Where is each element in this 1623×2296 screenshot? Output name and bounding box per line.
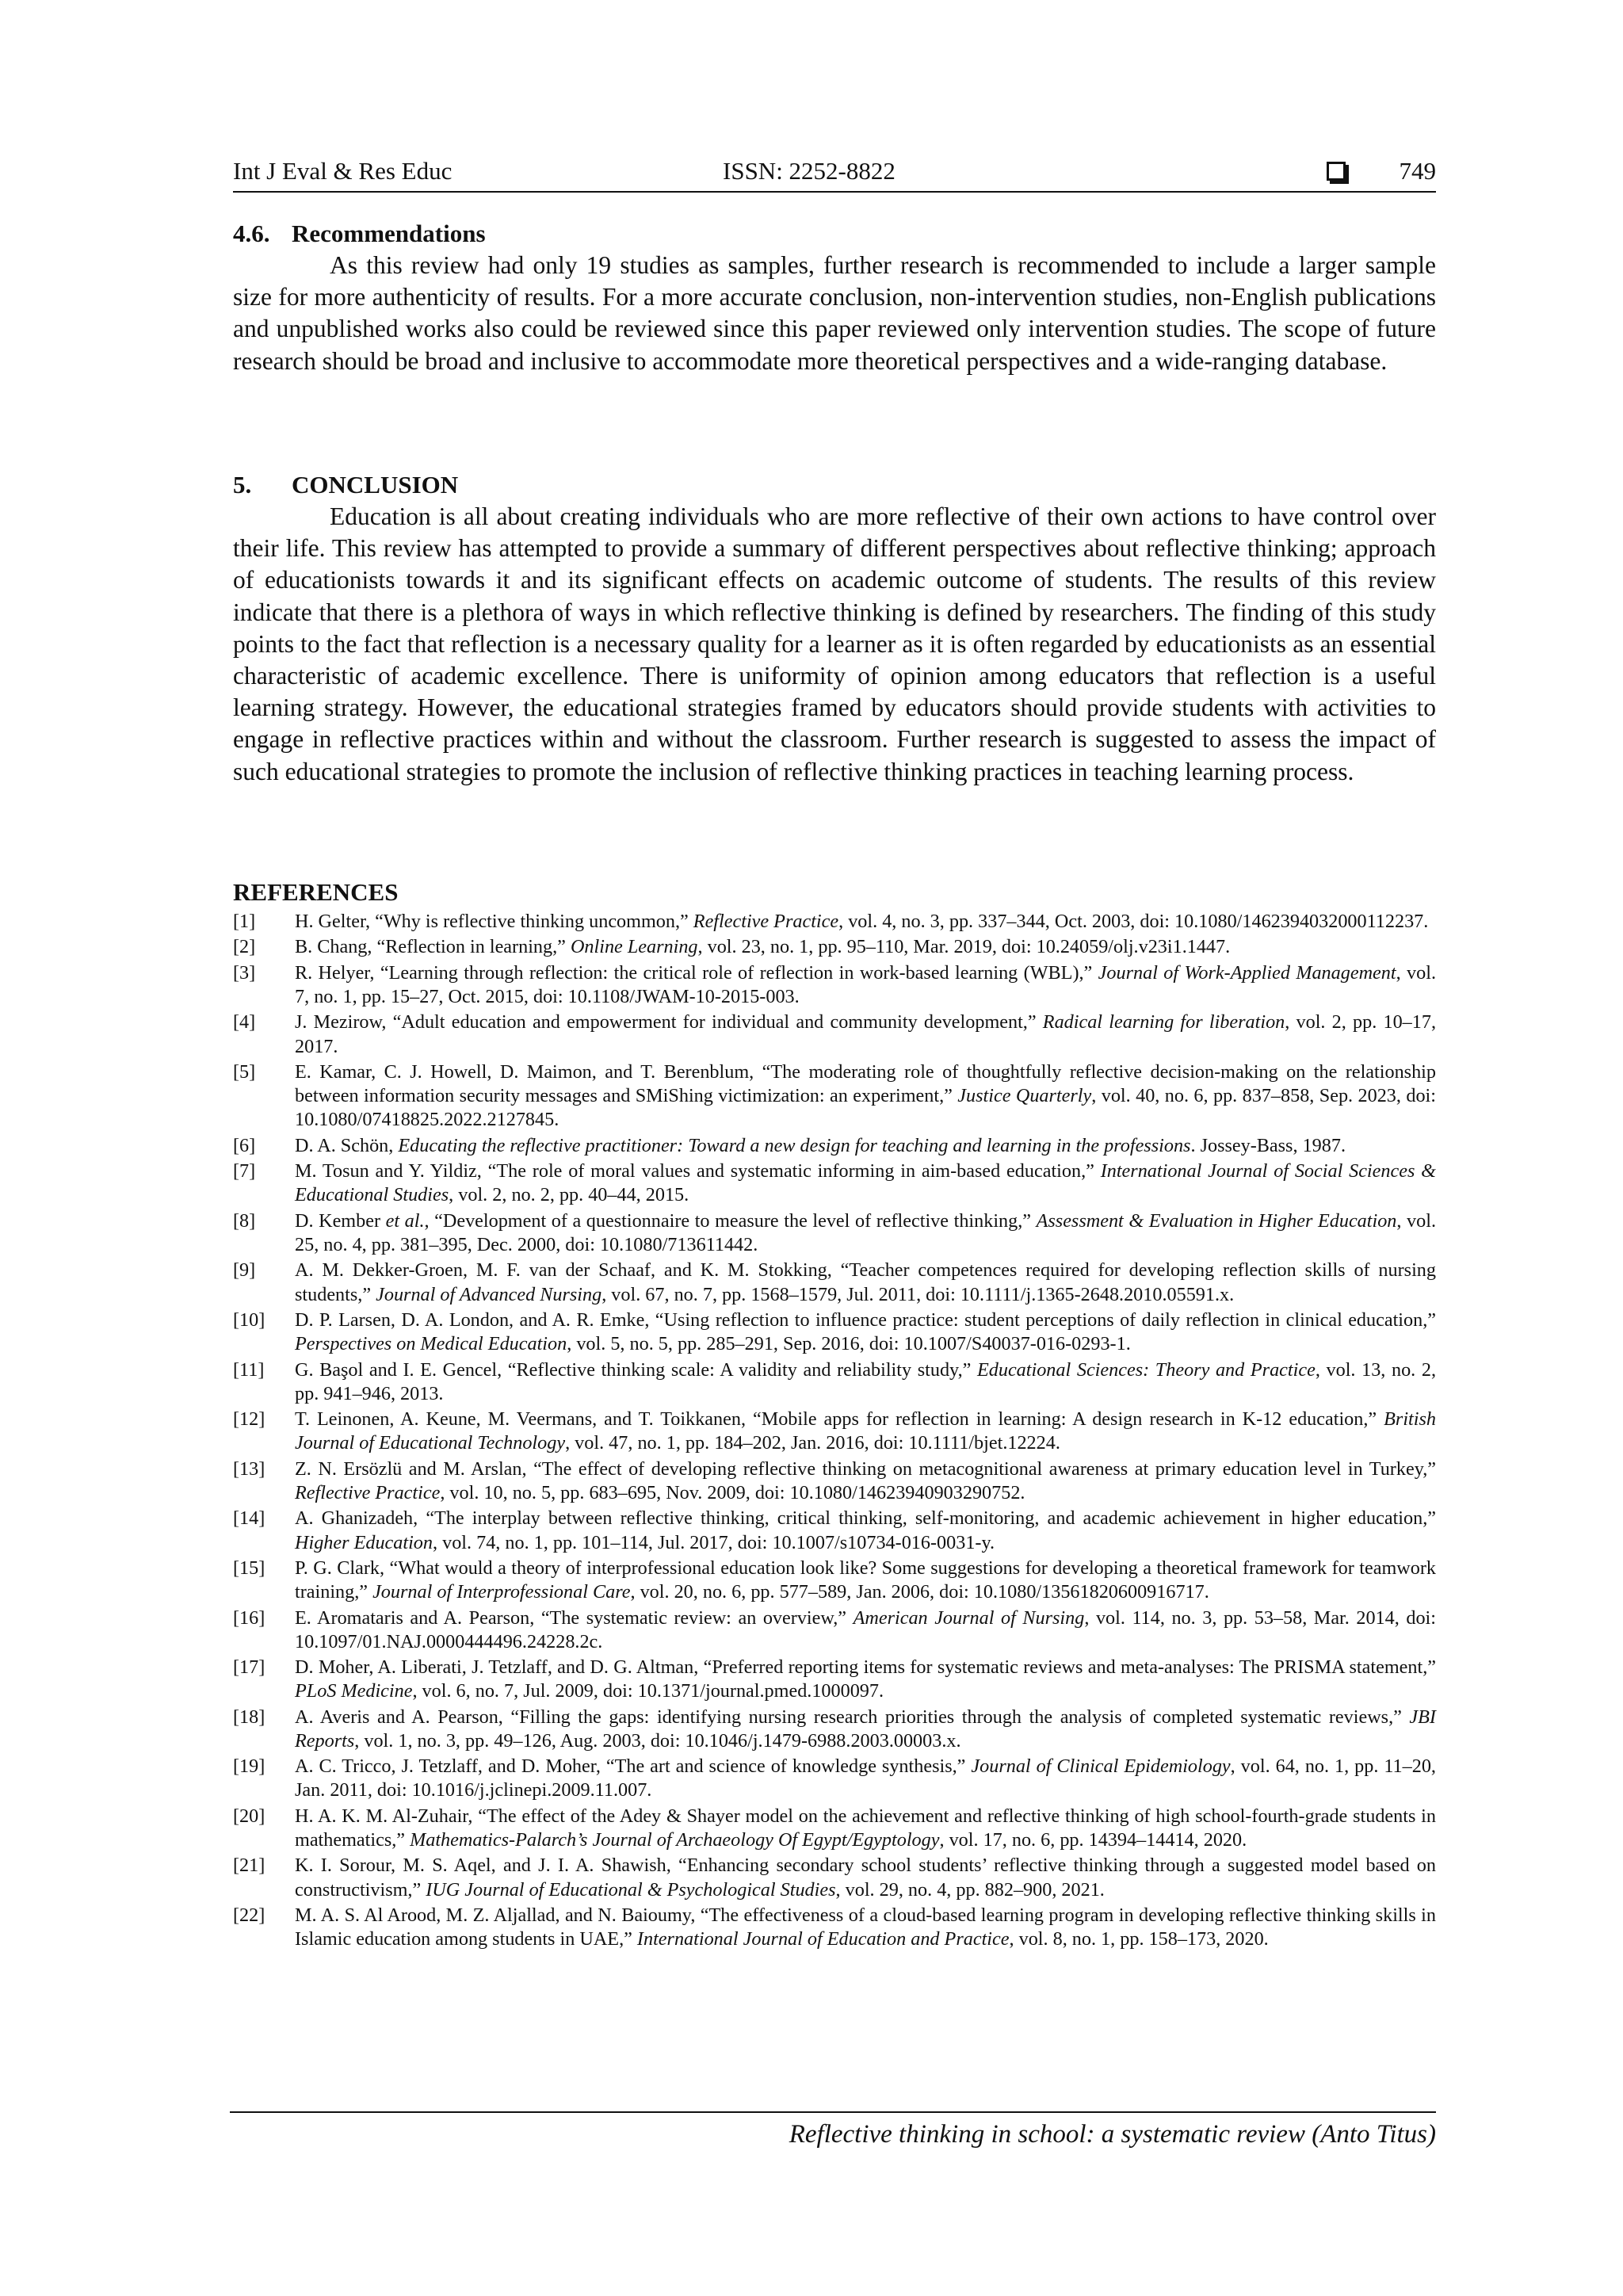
reference-source: Mathematics-Palarch’s Journal of Archaeology Of Egypt/Egyptology — [410, 1829, 940, 1851]
section-title: Recommendations — [292, 220, 486, 247]
reference-source: Higher Education — [295, 1531, 433, 1553]
page-header — [233, 155, 1436, 192]
reference-details: , vol. 25, no. 4, pp. 381–395, Dec. 2000, doi: 10.1080/713611442. — [295, 1209, 1436, 1255]
running-title: Reflective thinking in school: a systematic review (Anto Titus) — [789, 2120, 1436, 2149]
reference-source: Perspectives on Medical Education — [295, 1333, 567, 1355]
reference-number: [14] — [233, 1507, 265, 1530]
reference-details: , vol. 20, no. 6, pp. 577–589, Jan. 2006, doi: 10.1080/13561820600916717. — [630, 1581, 1209, 1603]
reference-item — [233, 1060, 1436, 1133]
reference-item — [233, 1259, 1436, 1306]
reference-details: , vol. 13, no. 2, pp. 941–946, 2013. — [295, 1358, 1436, 1404]
reference-source: Journal of Interprofessional Care — [372, 1581, 631, 1603]
reference-item — [233, 1134, 1436, 1158]
recommendations-section — [233, 218, 1436, 377]
reference-item — [233, 1706, 1436, 1753]
reference-number: [9] — [233, 1259, 256, 1282]
reference-number: [21] — [233, 1855, 265, 1877]
reference-number: [18] — [233, 1706, 265, 1728]
header-rule — [233, 191, 1436, 193]
reference-text: J. Mezirow, “Adult education and empowerment for individual and community development,” — [295, 1011, 1043, 1033]
section-number: 4.6. — [233, 220, 270, 247]
reference-item — [233, 1408, 1436, 1455]
footer-rule — [230, 2111, 1436, 2113]
reference-details: , vol. 47, no. 1, pp. 184–202, Jan. 2016, doi: 10.1111/bjet.12224. — [565, 1432, 1060, 1454]
reference-text: B. Chang, “Reflection in learning,” — [295, 936, 571, 958]
reference-list — [233, 910, 1436, 1954]
reference-number: [6] — [233, 1134, 256, 1156]
conclusion-section — [233, 469, 1436, 788]
reference-number: [22] — [233, 1904, 265, 1927]
reference-item — [233, 1606, 1436, 1654]
reference-number: [13] — [233, 1457, 265, 1480]
reference-text: E. Kamar, C. J. Howell, D. Maimon, and T. Berenblum, “The moderating role of thoughtfully reflective decision-making on the relationship between information security messages and SMiShing victimization: an experiment,” — [295, 1060, 1436, 1107]
reference-details: , vol. 4, no. 3, pp. 337–344, Oct. 2003, doi: 10.1080/1462394032000112237. — [838, 911, 1429, 932]
reference-text: D. A. Schön, — [295, 1134, 399, 1156]
reference-source: British Journal of Educational Technology — [295, 1408, 1436, 1454]
reference-number: [8] — [233, 1209, 256, 1232]
reference-source: Reflective Practice — [693, 911, 839, 932]
reference-item — [233, 1755, 1436, 1802]
reference-source: Online Learning — [570, 936, 698, 958]
reference-item — [233, 1507, 1436, 1554]
reference-text: P. G. Clark, “What would a theory of interprofessional education look like? Some suggestions for developing a theoretical framework for teamwork training,” — [295, 1557, 1436, 1603]
reference-details: , vol. 6, no. 7, Jul. 2009, doi: 10.1371/journal.pmed.1000097. — [412, 1680, 884, 1702]
reference-source: Radical learning for liberation — [1042, 1011, 1285, 1033]
reference-item — [233, 1209, 1436, 1257]
references-heading: REFERENCES — [233, 878, 399, 906]
reference-number: [2] — [233, 936, 256, 958]
reference-item — [233, 1159, 1436, 1207]
reference-source: Reflective Practice — [295, 1481, 441, 1503]
reference-text: G. Başol and I. E. Gencel, “Reflective thinking scale: A validity and reliability study,” — [295, 1358, 977, 1381]
reference-item — [233, 1904, 1436, 1951]
reference-source: Educating the reflective practitioner: Toward a new design for teaching and learning in the professions — [398, 1134, 1191, 1156]
reference-details: , vol. 114, no. 3, pp. 53–58, Mar. 2014, doi: 10.1097/01.NAJ.0000444496.24228.2c. — [295, 1606, 1436, 1652]
reference-number: [3] — [233, 961, 256, 984]
reference-details: , “Development of a questionnaire to measure the level of reflective thinking,” — [424, 1209, 1037, 1232]
reference-details: , vol. 5, no. 5, pp. 285–291, Sep. 2016, doi: 10.1007/S40037-016-0293-1. — [567, 1333, 1131, 1355]
reference-text: R. Helyer, “Learning through reflection: the critical role of reflection in work-based learning (WBL),” — [295, 961, 1098, 984]
reference-details: , vol. 2, pp. 10–17, 2017. — [295, 1011, 1436, 1057]
reference-source: Educational Sciences: Theory and Practice — [976, 1358, 1316, 1381]
conclusion-heading — [233, 469, 1436, 501]
reference-item — [233, 961, 1436, 1009]
reference-item — [233, 1656, 1436, 1703]
page-number: 749 — [1399, 157, 1436, 185]
reference-number: [4] — [233, 1011, 256, 1033]
reference-details: , vol. 74, no. 1, pp. 101–114, Jul. 2017, doi: 10.1007/s10734-016-0031-y. — [433, 1531, 995, 1553]
reference-number: [12] — [233, 1408, 265, 1431]
reference-details: , vol. 10, no. 5, pp. 683–695, Nov. 2009, doi: 10.1080/14623940903290752. — [440, 1481, 1025, 1503]
reference-number: [5] — [233, 1060, 256, 1083]
reference-details: , vol. 17, no. 6, pp. 14394–14414, 2020. — [939, 1829, 1247, 1851]
reference-text: H. A. K. M. Al-Zuhair, “The effect of the Adey & Shayer model on the achievement and reflective thinking of high school-fourth-grade students in mathematics,” — [295, 1805, 1436, 1851]
reference-text: D. P. Larsen, D. A. London, and A. R. Emke, “Using reflection to influence practice: student perceptions of daily reflection in clinical education,” — [295, 1308, 1436, 1331]
reference-number: [19] — [233, 1755, 265, 1778]
reference-text: Z. N. Ersözlü and M. Arslan, “The effect of developing reflective thinking on metacognitional awareness at primary education level in Turkey,” — [295, 1457, 1436, 1480]
reference-details: , vol. 64, no. 1, pp. 11–20, Jan. 2011, doi: 10.1016/j.jclinepi.2009.11.007. — [295, 1755, 1436, 1801]
reference-number: [1] — [233, 911, 256, 932]
reference-number: [16] — [233, 1606, 265, 1629]
reference-text: M. Tosun and Y. Yildiz, “The role of moral values and systematic informing in aim-based education,” — [295, 1160, 1101, 1182]
reference-source: JBI Reports — [295, 1706, 1436, 1752]
reference-source: American Journal of Nursing — [853, 1606, 1085, 1629]
reference-details: , vol. 7, no. 1, pp. 15–27, Oct. 2015, doi: 10.1108/JWAM-10-2015-003. — [295, 961, 1436, 1007]
reference-item — [233, 1854, 1436, 1901]
reference-details: , vol. 29, no. 4, pp. 882–900, 2021. — [835, 1878, 1105, 1901]
reference-details: , vol. 40, no. 6, pp. 837–858, Sep. 2023, doi: 10.1080/07418825.2022.2127845. — [295, 1085, 1436, 1131]
reference-text: E. Aromataris and A. Pearson, “The systematic review: an overview,” — [295, 1606, 854, 1629]
reference-details: , vol. 2, no. 2, pp. 40–44, 2015. — [449, 1184, 689, 1206]
reference-number: [17] — [233, 1656, 265, 1679]
reference-source: International Journal of Education and Practice — [636, 1928, 1010, 1950]
reference-source: Journal of Work-Applied Management — [1098, 961, 1396, 984]
reference-number: [10] — [233, 1308, 265, 1331]
recommendations-paragraph: As this review had only 19 studies as samples, further research is recommended to include a larger sample size for more authenticity of results. For a more accurate conclusion, non-intervention studies, non-English publications and unpublished works also could be reviewed since this paper reviewed only intervention studies. The scope of future research should be broad and inclusive to accommodate more theoretical perspectives and a wide-ranging database. — [233, 251, 1436, 375]
reference-text: K. I. Sorour, M. S. Aqel, and J. I. A. Shawish, “Enhancing secondary school students’ reflective thinking through a suggested model based on constructivism,” — [295, 1855, 1436, 1901]
reference-number: [7] — [233, 1160, 256, 1182]
reference-text: A. C. Tricco, J. Tetzlaff, and D. Moher, “The art and science of knowledge synthesis,” — [295, 1755, 972, 1778]
reference-source: IUG Journal of Educational & Psychological Studies — [426, 1878, 836, 1901]
reference-item — [233, 1308, 1436, 1356]
section-title: CONCLUSION — [292, 471, 459, 499]
reference-number: [20] — [233, 1805, 265, 1827]
reference-text: T. Leinonen, A. Keune, M. Veermans, and T. Toikkanen, “Mobile apps for reflection in learning: A design research in K-12 education,” — [295, 1408, 1384, 1431]
reference-source: et al. — [385, 1209, 425, 1232]
reference-item — [233, 1805, 1436, 1852]
reference-text: A. Ghanizadeh, “The interplay between reflective thinking, critical thinking, self-monitoring, and academic achievement in higher education,” — [295, 1507, 1436, 1530]
reference-text: A. Averis and A. Pearson, “Filling the gaps: identifying nursing research priorities through the analysis of completed systematic reviews,” — [295, 1706, 1410, 1728]
reference-source: Journal of Advanced Nursing — [376, 1283, 602, 1305]
checkbox-square-icon — [1327, 162, 1346, 181]
reference-item — [233, 1010, 1436, 1058]
reference-source: Assessment & Evaluation in Higher Education — [1036, 1209, 1397, 1232]
journal-name: Int J Eval & Res Educ — [233, 157, 453, 185]
reference-source: PLoS Medicine — [295, 1680, 413, 1702]
reference-details: , vol. 67, no. 7, pp. 1568–1579, Jul. 2011, doi: 10.1111/j.1365-2648.2010.05591.x. — [601, 1283, 1235, 1305]
reference-source: Journal of Clinical Epidemiology — [971, 1755, 1231, 1778]
reference-number: [15] — [233, 1557, 265, 1579]
reference-text: D. Kember — [295, 1209, 386, 1232]
conclusion-paragraph: Education is all about creating individuals who are more reflective of their own actions to have control over their life. This review has attempted to provide a summary of different perspectives about reflective thinking; approach of educationists towards it and its significant effects on academic outcome of students. The results of this review indicate that there is a plethora of ways in which reflective thinking is defined by researchers. The finding of this study points to the fact that reflection is a necessary quality for a learner as it is often regarded by educationists as an essential characteristic of academic excellence. There is uniformity of opinion among educators that reflection is a useful learning strategy. However, the educational strategies framed by educators should provide students with activities to engage in reflective practices within and without the classroom. Further research is suggested to assess the impact of such educational strategies to promote the inclusion of reflective thinking practices in teaching learning process. — [233, 502, 1436, 785]
reference-item — [233, 1358, 1436, 1406]
reference-source: International Journal of Social Sciences & Educational Studies — [295, 1160, 1436, 1206]
reference-item — [233, 1457, 1436, 1505]
issn: ISSN: 2252-8822 — [723, 157, 896, 185]
reference-item — [233, 1557, 1436, 1604]
reference-item — [233, 910, 1436, 934]
reference-text: A. M. Dekker-Groen, M. F. van der Schaaf, and K. M. Stokking, “Teacher competences required for developing reflection skills of nursing students,” — [295, 1259, 1436, 1305]
reference-text: H. Gelter, “Why is reflective thinking uncommon,” — [295, 911, 693, 932]
reference-details: , vol. 8, no. 1, pp. 158–173, 2020. — [1009, 1928, 1269, 1950]
reference-text: D. Moher, A. Liberati, J. Tetzlaff, and D. G. Altman, “Preferred reporting items for systematic reviews and meta-analyses: The PRISMA statement,” — [295, 1656, 1436, 1679]
reference-item — [233, 935, 1436, 959]
recommendations-heading — [233, 218, 1436, 250]
reference-source: Justice Quarterly — [957, 1085, 1092, 1107]
reference-text: M. A. S. Al Arood, M. Z. Aljallad, and N. Baioumy, “The effectiveness of a cloud-based learning program in developing reflective thinking skills in Islamic education among students in UAE,” — [295, 1904, 1436, 1950]
reference-details: , vol. 1, no. 3, pp. 49–126, Aug. 2003, doi: 10.1046/j.1479-6988.2003.00003.x. — [354, 1729, 961, 1752]
reference-details: , vol. 23, no. 1, pp. 95–110, Mar. 2019, doi: 10.24059/olj.v23i1.1447. — [697, 936, 1231, 958]
reference-details: . Jossey-Bass, 1987. — [1190, 1134, 1346, 1156]
section-number: 5. — [233, 471, 252, 499]
reference-number: [11] — [233, 1358, 265, 1381]
